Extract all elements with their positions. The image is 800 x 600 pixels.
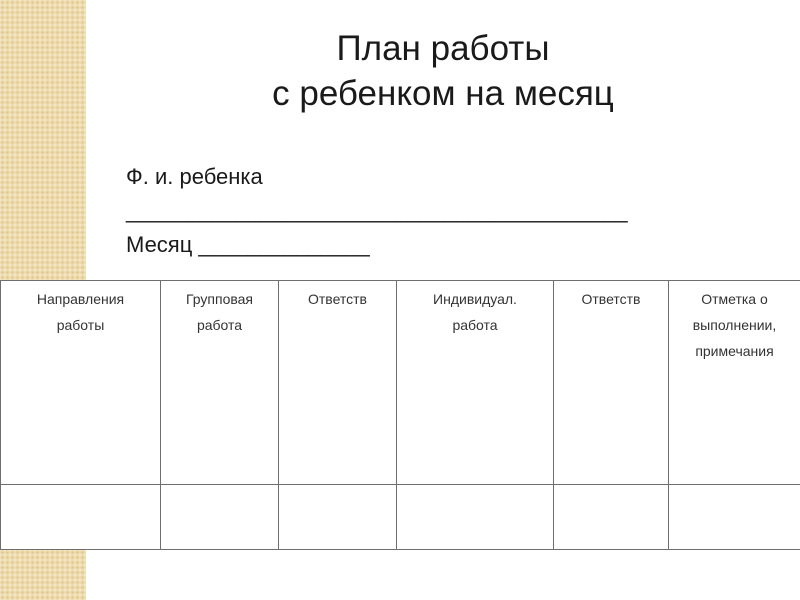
header-individual-work <box>397 281 554 485</box>
header-directions-line-1: Направления <box>36 291 125 307</box>
header-individual-work-line-2: работа <box>452 317 498 333</box>
header-completion-notes-line-1: Отметка о <box>701 291 768 307</box>
work-plan-table <box>0 280 800 550</box>
title-line-2: с ребенком на месяц <box>272 74 614 113</box>
child-info-form <box>126 160 628 262</box>
header-responsible-individual <box>554 281 669 485</box>
table-cell-directions[interactable] <box>1 485 161 550</box>
page-title <box>86 26 800 116</box>
header-individual-work-line-1: Индивидуал. <box>433 291 517 307</box>
table-header-row <box>1 281 800 485</box>
table-cell-completion-notes[interactable] <box>669 485 800 550</box>
header-group-work-line-2: работа <box>196 317 243 333</box>
header-responsible-group-line-1: Ответств <box>307 291 367 307</box>
table-cell-individual-work[interactable] <box>397 485 554 550</box>
table-row <box>1 485 800 550</box>
table-cell-group-work[interactable] <box>161 485 279 550</box>
header-group-work-line-1: Групповая <box>185 291 254 307</box>
header-completion-notes-line-2: выполнении, <box>692 317 777 333</box>
header-group-work <box>161 281 279 485</box>
title-line-1: План работы <box>336 29 550 68</box>
header-completion-notes-line-3: примечания <box>695 343 774 359</box>
header-responsible-individual-line-1: Ответств <box>581 291 641 307</box>
header-directions <box>1 281 161 485</box>
header-directions-line-2: работы <box>56 317 105 333</box>
header-responsible-group <box>279 281 397 485</box>
header-completion-notes <box>669 281 800 485</box>
table-cell-responsible-individual[interactable] <box>554 485 669 550</box>
month-field: Месяц ______________ <box>126 232 370 257</box>
child-name-blank-line: _________________________________________ <box>126 198 628 223</box>
child-name-label: Ф. и. ребенка <box>126 164 263 189</box>
table-cell-responsible-group[interactable] <box>279 485 397 550</box>
